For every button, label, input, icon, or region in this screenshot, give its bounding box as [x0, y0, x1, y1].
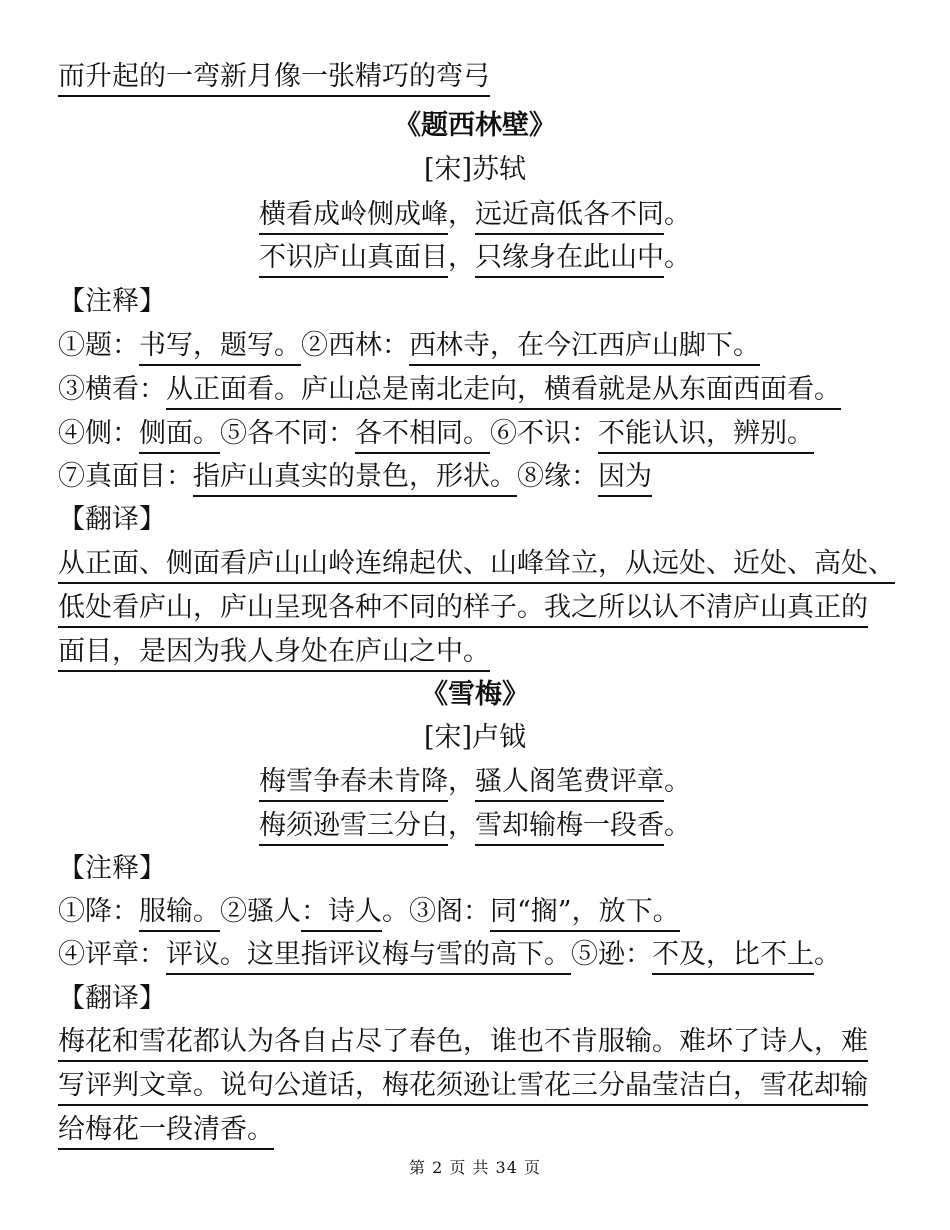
note-line: [58, 455, 652, 499]
poem-phrase: 骚人阁笔费评章: [475, 766, 664, 802]
poem-phrase: 梅雪争春未肯降: [259, 766, 448, 802]
note-term: ⑤逊：: [571, 939, 652, 970]
translation-text: 从正面、侧面看庐山山岭连绵起伏、山峰耸立，从远处、近处、高处、: [58, 548, 895, 584]
note-definition: 服输。: [139, 896, 220, 932]
translation-text: 给梅花一段清香。: [58, 1114, 274, 1150]
poem-phrase: 不识庐山真面目: [259, 242, 448, 278]
note-term: ③横看：: [58, 374, 166, 405]
punctuation: 。: [664, 810, 691, 841]
poem-author: [宋]苏轼: [423, 154, 527, 185]
note-definition: 从正面看。庐山总是南北走向，横看就是从东面西面看。: [166, 374, 841, 410]
translation-line: [58, 586, 868, 630]
translation-line: [58, 1020, 868, 1064]
note-term: ①降：: [58, 896, 139, 927]
note-definition: 同“搁”，放下。: [490, 896, 680, 932]
poem-phrase: 雪却输梅一段香: [475, 810, 664, 846]
note-definition: 评议。这里指评议梅与雪的高下。: [166, 939, 571, 975]
note-term: ②骚人: [220, 896, 301, 927]
note-term: ⑦真面目：: [58, 461, 193, 492]
poem-phrase: 横看成岭侧成峰: [259, 199, 448, 235]
text-line: [58, 55, 490, 99]
poem-line: [0, 760, 950, 804]
punctuation: 。: [664, 199, 691, 230]
translation-text: 低处看庐山，庐山呈现各种不同的样子。我之所以认不清庐山真正的: [58, 592, 868, 628]
note-term: ⑥不识：: [490, 418, 598, 449]
poem-title: 《题西林壁》: [394, 110, 556, 141]
punctuation: ，: [448, 810, 475, 841]
section-heading: 【翻译】: [58, 983, 166, 1014]
section-heading: 【翻译】: [58, 504, 166, 535]
note-definition: 诗人: [328, 896, 382, 932]
note-colon: ：: [301, 896, 328, 932]
note-definition: 不及，比不上: [652, 939, 814, 975]
note-term: ④侧：: [58, 418, 139, 449]
note-term: ②西林：: [301, 330, 409, 361]
note-term: ④评章：: [58, 939, 166, 970]
note-line: [58, 933, 841, 977]
poem-title: 《雪梅》: [421, 679, 529, 710]
note-line: [58, 368, 841, 412]
poem-line: [0, 193, 950, 237]
translation-line: [58, 542, 895, 586]
note-definition: 书写，题写。: [139, 330, 301, 366]
punctuation: 。: [814, 939, 841, 970]
punctuation: 。: [664, 242, 691, 273]
poem-phrase: 远近高低各不同: [475, 199, 664, 235]
note-definition: 不能认识，辨别。: [598, 418, 814, 454]
note-definition: 侧面。: [139, 418, 220, 454]
poem-line: [0, 804, 950, 848]
poem-author: [宋]卢钺: [423, 722, 527, 753]
translation-text: 写评判文章。说句公道话，梅花须逊让雪花三分晶莹洁白，雪花却输: [58, 1070, 868, 1106]
translation-text: 梅花和雪花都认为各自占尽了春色，谁也不肯服输。难坏了诗人，难: [58, 1026, 868, 1062]
translation-line: [58, 1064, 868, 1108]
note-line: [58, 890, 680, 934]
translation-line: [58, 630, 490, 674]
punctuation: ，: [448, 242, 475, 273]
note-definition: 各不相同。: [355, 418, 490, 454]
note-term: ⑤各不同：: [220, 418, 355, 449]
punctuation: ，: [448, 766, 475, 797]
translation-line: [58, 1108, 274, 1152]
note-definition: 指庐山真实的景色，形状。: [193, 461, 517, 497]
poem-line: [0, 236, 950, 280]
note-definition: 因为: [598, 461, 652, 497]
section-heading: 【注释】: [58, 853, 166, 884]
note-term: ①题：: [58, 330, 139, 361]
note-line: [58, 324, 760, 368]
note-term: 。③阁：: [382, 896, 490, 927]
note-definition: 西林寺，在今江西庐山脚下。: [409, 330, 760, 366]
note-line: [58, 412, 814, 456]
poem-phrase: 只缘身在此山中: [475, 242, 664, 278]
note-term: ⑧缘：: [517, 461, 598, 492]
page-footer: 第 2 页 共 34 页: [409, 1158, 541, 1177]
section-heading: 【注释】: [58, 286, 166, 317]
poem-phrase: 梅须逊雪三分白: [259, 810, 448, 846]
punctuation: ，: [448, 199, 475, 230]
punctuation: 。: [664, 766, 691, 797]
answer-text: 而升起的一弯新月像一张精巧的弯弓: [58, 61, 490, 97]
translation-text: 面目，是因为我人身处在庐山之中。: [58, 636, 490, 672]
